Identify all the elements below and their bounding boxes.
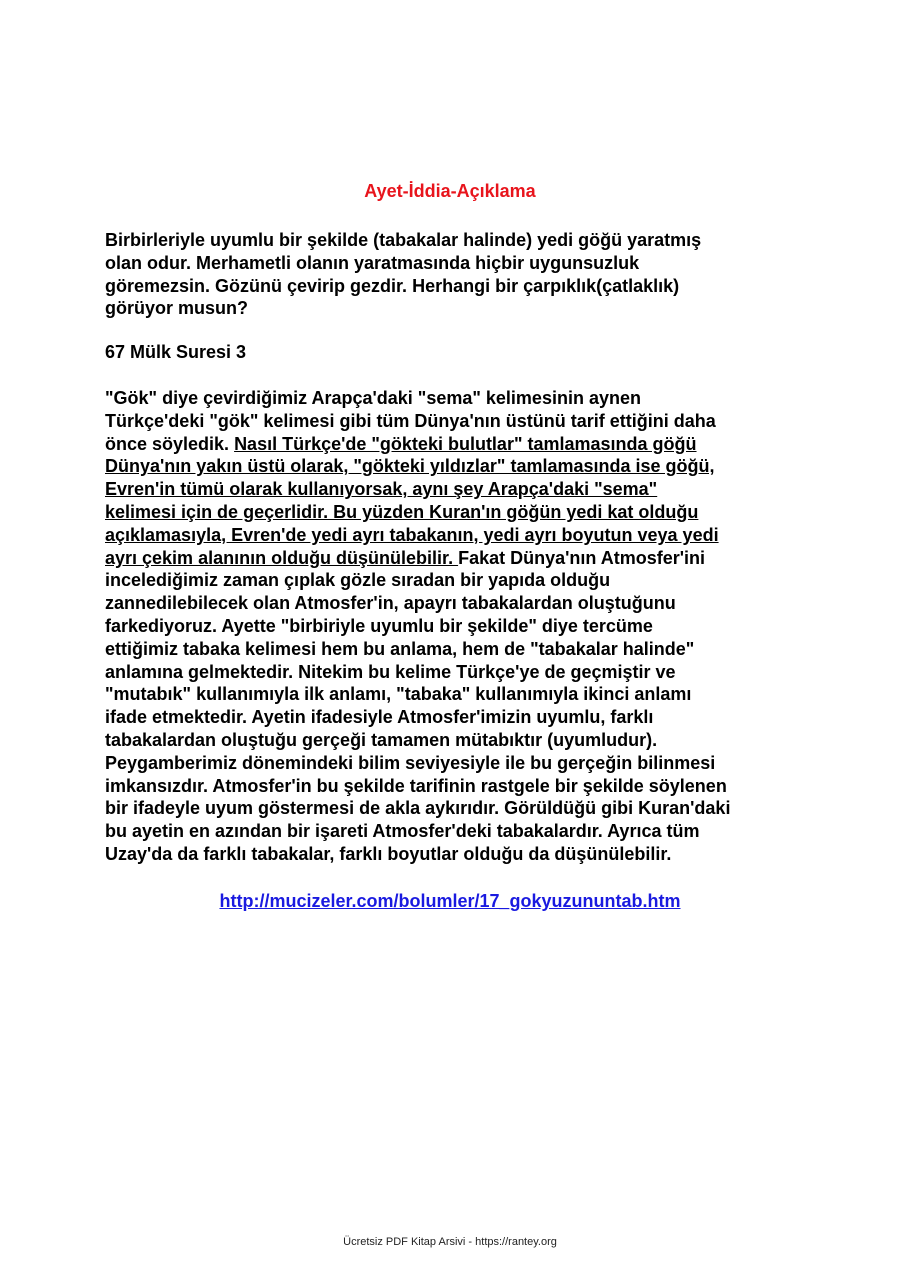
text-segment: "Gök" diye çevirdiğimiz Arapça'daki "sema" kelimesinin aynen	[105, 388, 641, 408]
explanation-line	[105, 387, 805, 410]
text-segment: farkediyoruz. Ayette "birbiriyle uyumlu bir şekilde" diye tercüme	[105, 615, 653, 636]
verse-line: göremezsin. Gözünü çevirip gezdir. Herhangi bir çarpıklık(çatlaklık)	[105, 275, 680, 296]
explanation-line	[105, 410, 805, 433]
explanation-line	[105, 638, 805, 661]
text-segment: zannedilebilecek olan Atmosfer'in, apayrı tabakalardan oluştuğunu	[105, 593, 676, 614]
explanation-line	[105, 433, 805, 456]
explanation-line	[105, 592, 805, 615]
text-segment: Peygamberimiz dönemindeki bilim seviyesiyle ile bu gerçeğin bilinmesi	[105, 752, 716, 773]
page-title: Ayet-İddia-Açıklama	[364, 181, 536, 201]
underlined-text: Dünya'nın yakın üstü olarak, "gökteki yıldızlar" tamlamasında ise göğü,	[105, 456, 715, 477]
explanation-line	[105, 729, 805, 752]
verse-line: olan odur. Merhametli olanın yaratmasında hiçbir uygunsuzluk	[105, 252, 640, 273]
explanation-line	[105, 706, 805, 729]
explanation-line	[105, 455, 805, 478]
text-segment: anlamına gelmektedir. Nitekim bu kelime Türkçe'ye de geçmiştir ve	[105, 661, 676, 682]
text-segment: incelediğimiz zaman çıplak gözle sıradan bir yapıda olduğu	[105, 570, 611, 591]
explanation-line	[105, 547, 805, 570]
underlined-text: kelimesi için de geçerlidir. Bu yüzden Kuran'ın göğün yedi kat olduğu	[105, 501, 699, 522]
underlined-text: Evren'in tümü olarak kullanıyorsak, aynı şey Arapça'daki "sema"	[105, 479, 658, 500]
explanation-line	[105, 820, 805, 843]
text-segment: ettiğimiz tabaka kelimesi hem bu anlama, hem de "tabakalar halinde"	[105, 638, 695, 659]
explanation-line	[105, 843, 805, 866]
page-footer: Ücretsiz PDF Kitap Arsivi - https://rantey.org	[343, 1236, 557, 1248]
underlined-text: Nasıl Türkçe'de "gökteki bulutlar" tamlamasında göğü	[234, 433, 697, 454]
underlined-text: ayrı çekim alanının olduğu düşünülebilir.	[105, 547, 459, 568]
explanation-line	[105, 501, 805, 524]
text-segment: ifade etmektedir. Ayetin ifadesiyle Atmosfer'imizin uyumlu, farklı	[105, 707, 654, 728]
text-segment: Türkçe'deki "gök" kelimesi gibi tüm Dünya'nın üstünü tarif ettiğini daha	[105, 410, 716, 431]
text-segment: bir ifadeyle uyum göstermesi de akla aykırıdır. Görüldüğü gibi Kuran'daki	[105, 798, 731, 819]
explanation-line	[105, 524, 805, 547]
text-segment: tabakalardan oluştuğu gerçeği tamamen mütabıktır (uyumludur).	[105, 729, 658, 750]
explanation-line	[105, 683, 805, 706]
explanation-line	[105, 569, 805, 592]
explanation-line	[105, 775, 805, 798]
text-segment: önce söyledik.	[105, 433, 235, 454]
verse-quote	[105, 229, 805, 320]
verse-reference: 67 Mülk Suresi 3	[105, 342, 247, 362]
underlined-text: açıklamasıyla, Evren'de yedi ayrı tabakanın, yedi ayrı boyutun veya yedi	[105, 524, 719, 545]
explanation-line	[105, 752, 805, 775]
explanation-paragraph	[105, 387, 805, 866]
text-segment: "mutabık" kullanımıyla ilk anlamı, "tabaka" kullanımıyla ikinci anlamı	[105, 684, 692, 705]
explanation-line	[105, 797, 805, 820]
text-segment: imkansızdır. Atmosfer'in bu şekilde tarifinin rastgele bir şekilde söylenen	[105, 775, 727, 796]
text-segment: Uzay'da da farklı tabakalar, farklı boyutlar olduğu da düşünülebilir.	[105, 843, 672, 864]
text-segment: Fakat Dünya'nın Atmosfer'ini	[458, 547, 706, 568]
source-link[interactable]: http://mucizeler.com/bolumler/17_gokyuzununtab.htm	[219, 891, 681, 911]
explanation-line	[105, 661, 805, 684]
explanation-line	[105, 478, 805, 501]
source-link-container	[0, 889, 900, 913]
explanation-line	[105, 615, 805, 638]
verse-line: görüyor musun?	[105, 298, 248, 319]
verse-line: Birbirleriyle uyumlu bir şekilde (tabakalar halinde) yedi göğü yaratmış	[105, 230, 702, 250]
text-segment: bu ayetin en azından bir işareti Atmosfer'deki tabakalardır. Ayrıca tüm	[105, 821, 700, 842]
